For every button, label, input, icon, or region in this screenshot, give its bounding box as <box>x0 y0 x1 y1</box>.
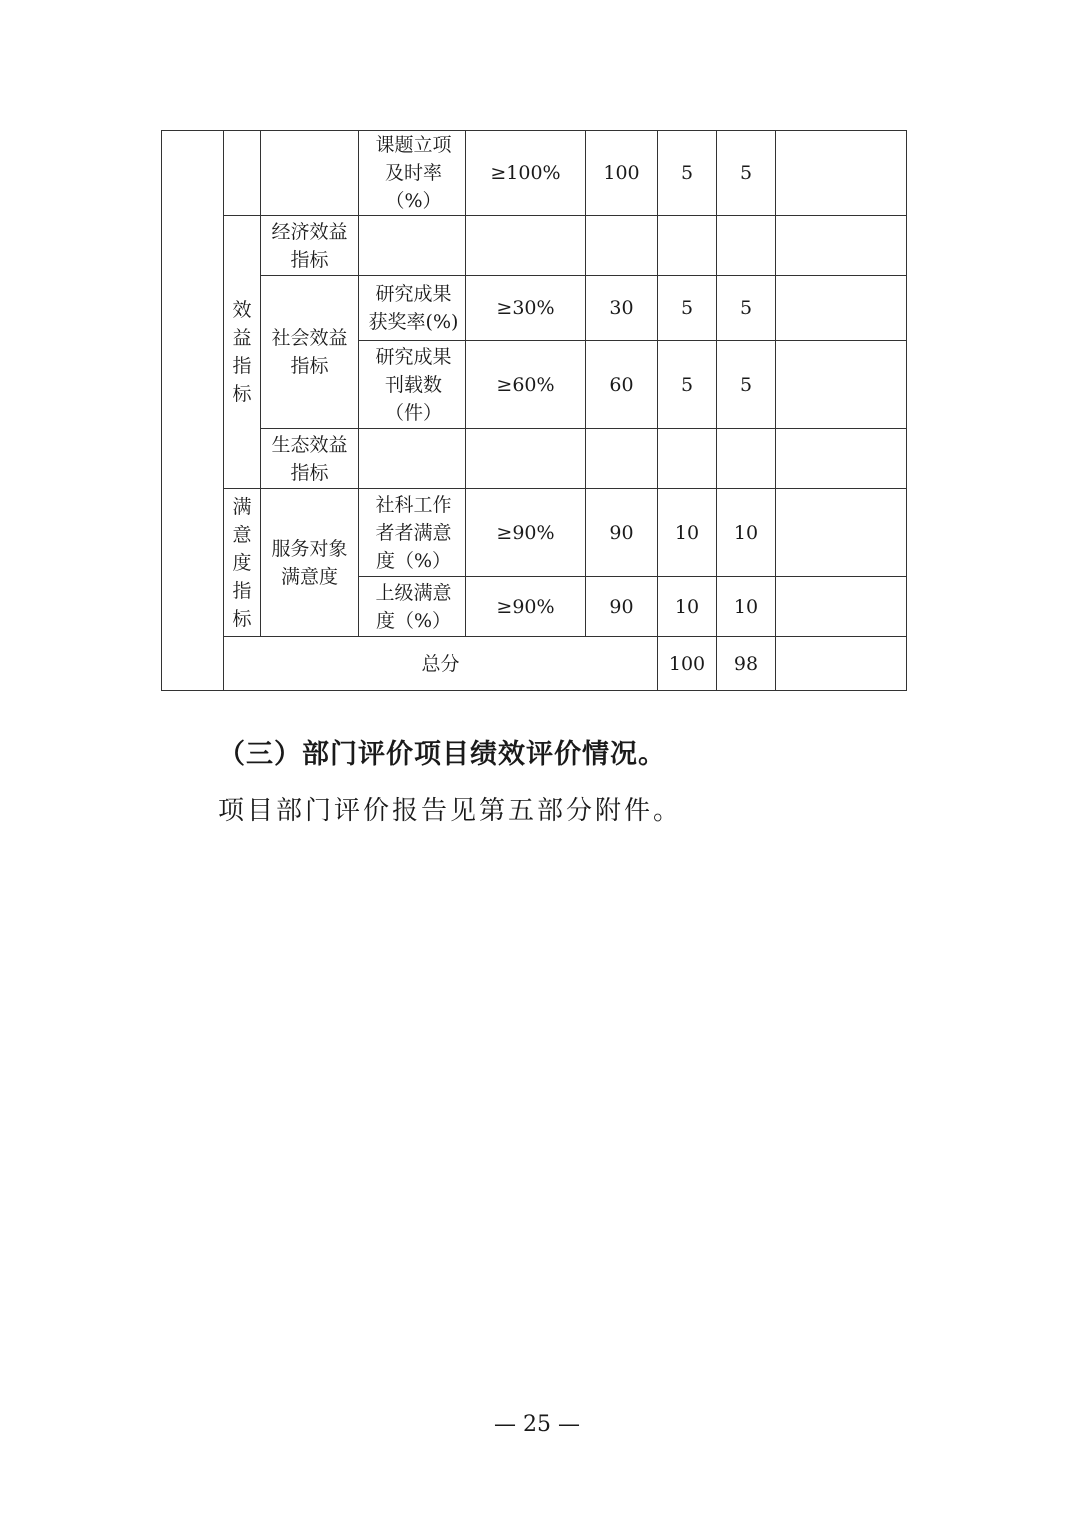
note-cell <box>776 216 907 276</box>
note-cell <box>776 429 907 489</box>
benefit-indicator-label: 效 益 指 标 <box>224 216 261 489</box>
body-paragraph: 项目部门评价报告见第五部分附件。 <box>218 796 683 826</box>
table-row <box>162 489 907 577</box>
total-note <box>776 637 907 691</box>
weight-cell <box>658 429 717 489</box>
level1-cell <box>162 131 224 691</box>
weight-cell <box>658 216 717 276</box>
section-heading: （三）部门评价项目绩效评价情况。 <box>218 739 666 770</box>
weight-cell: 10 <box>658 577 717 637</box>
actual-cell <box>586 429 658 489</box>
level3-cell <box>261 131 359 216</box>
level3-cell: 服务对象 满意度 <box>261 489 359 637</box>
level2-cell <box>224 131 261 216</box>
weight-cell: 5 <box>658 276 717 341</box>
score-cell <box>717 216 776 276</box>
actual-cell: 30 <box>586 276 658 341</box>
score-cell: 5 <box>717 341 776 429</box>
score-cell: 10 <box>717 489 776 577</box>
level3-cell: 生态效益 指标 <box>261 429 359 489</box>
target-cell: ≥60% <box>466 341 586 429</box>
target-cell: ≥90% <box>466 489 586 577</box>
level3-cell: 经济效益 指标 <box>261 216 359 276</box>
table-row <box>162 216 907 276</box>
total-row <box>162 637 907 691</box>
score-cell: 5 <box>717 131 776 216</box>
note-cell <box>776 131 907 216</box>
target-cell <box>466 429 586 489</box>
weight-cell: 5 <box>658 341 717 429</box>
indicator-cell: 研究成果 获奖率(%) <box>359 276 466 341</box>
weight-cell: 5 <box>658 131 717 216</box>
indicator-cell: 研究成果 刊载数 （件） <box>359 341 466 429</box>
table-row <box>162 131 907 216</box>
score-cell: 10 <box>717 577 776 637</box>
target-cell <box>466 216 586 276</box>
performance-table <box>161 130 907 691</box>
table-row <box>162 276 907 341</box>
table-row <box>162 429 907 489</box>
note-cell <box>776 276 907 341</box>
total-score: 98 <box>717 637 776 691</box>
actual-cell <box>586 216 658 276</box>
indicator-cell <box>359 429 466 489</box>
target-cell: ≥30% <box>466 276 586 341</box>
target-cell: ≥100% <box>466 131 586 216</box>
note-cell <box>776 489 907 577</box>
actual-cell: 60 <box>586 341 658 429</box>
score-cell: 5 <box>717 276 776 341</box>
note-cell <box>776 577 907 637</box>
satisfaction-indicator-label: 满 意 度 指 标 <box>224 489 261 637</box>
indicator-cell: 上级满意 度（%） <box>359 577 466 637</box>
weight-cell: 10 <box>658 489 717 577</box>
total-weight: 100 <box>658 637 717 691</box>
score-cell <box>717 429 776 489</box>
total-label: 总分 <box>224 637 658 691</box>
indicator-cell <box>359 216 466 276</box>
note-cell <box>776 341 907 429</box>
indicator-cell: 社科工作 者者满意 度（%） <box>359 489 466 577</box>
indicator-cell: 课题立项 及时率（%） <box>359 131 466 216</box>
actual-cell: 90 <box>586 577 658 637</box>
level3-cell: 社会效益 指标 <box>261 276 359 429</box>
target-cell: ≥90% <box>466 577 586 637</box>
actual-cell: 90 <box>586 489 658 577</box>
page-number: — 25 — <box>494 1412 580 1437</box>
actual-cell: 100 <box>586 131 658 216</box>
